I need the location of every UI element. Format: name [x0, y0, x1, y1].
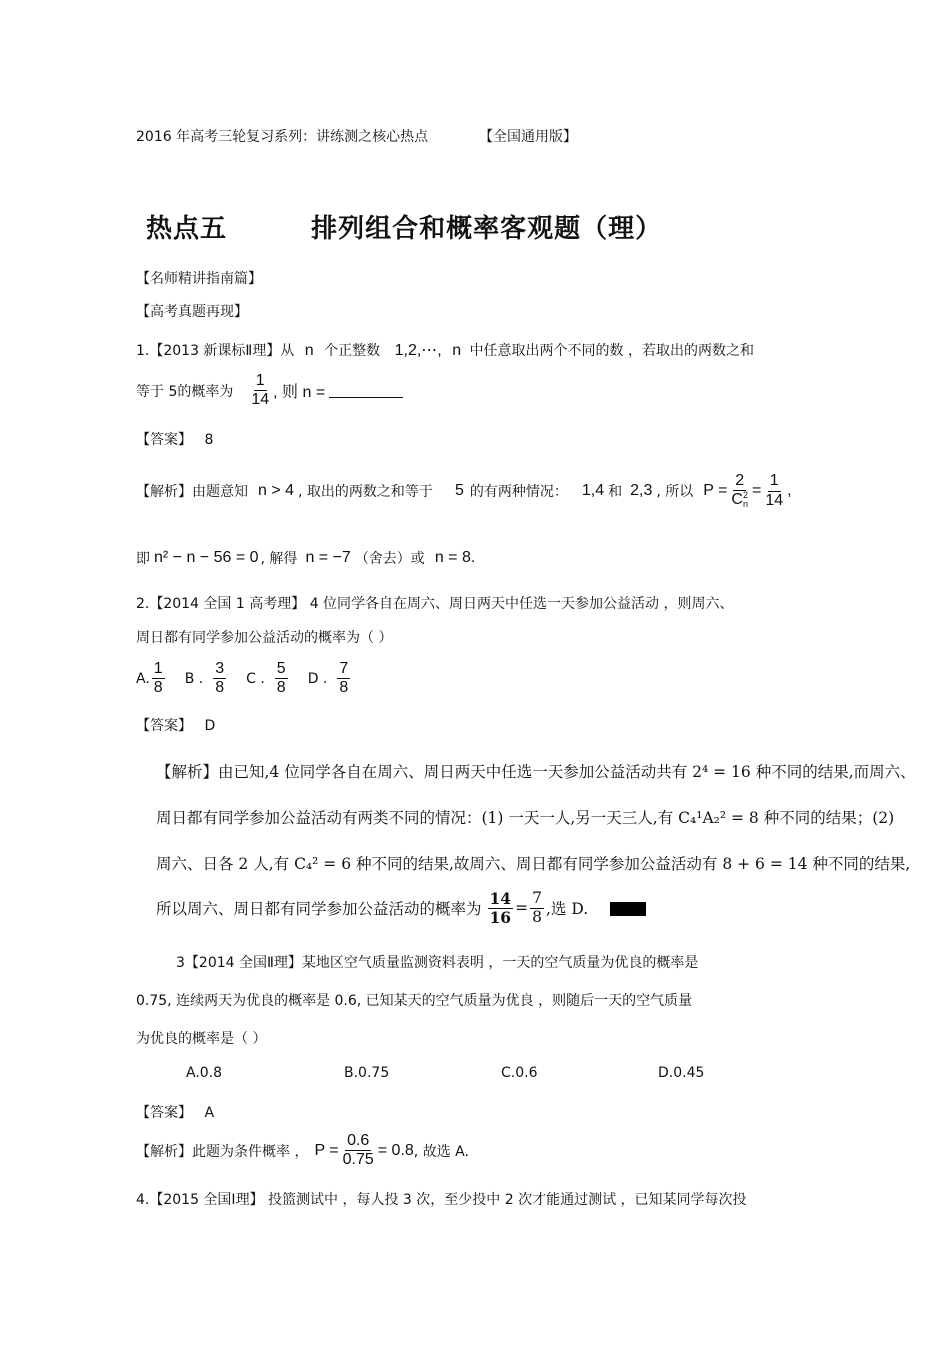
q3-option-d: D.0.45 [658, 1065, 705, 1081]
q2-analysis-line1: 【解析】由已知,4 位同学各自在周六、周日两天中任选一天参加公益活动共有 2⁴ = 16 种不同的结果,而周六、 [156, 763, 916, 781]
q3-analysis: 【解析】此题为条件概率 ， P = $\frac{0.6}{0.75}$ = 0.8 , 故选 A. [136, 1132, 469, 1169]
q2-analysis-line3: 周六、日各 2 人,有 C₄² = 6 种不同的结果,故周六、周日都有同学参加公益活动有 8 + 6 = 14 种不同的结果, [156, 855, 911, 873]
q2-analysis-line4: 所以周六、周日都有同学参加公益活动的概率为 $\frac{14}{16}$ = $\frac{7}{8}$ ,选 D. [156, 889, 589, 927]
q1-analysis-line1: 【解析】由题意知 n > 4 , 取出的两数之和等于 5 的有两种情况： 1,4 和 2,3 , 所以 P = 2 C 2 n = $\frac{1}{14}$ , [136, 472, 792, 510]
section-guide: 【名师精讲指南篇】 [136, 271, 262, 287]
q2-option-a: A. $\frac{1}{8}$ [136, 660, 163, 697]
q3-option-a: A.0.8 [186, 1065, 223, 1081]
q2-option-a-fraction: $\frac{1}{8}$ [153, 660, 163, 697]
q3-option-b: B.0.75 [344, 1065, 390, 1081]
section-real-questions: 【高考真题再现】 [136, 304, 248, 320]
q3-line1: 3【2014 全国Ⅱ理】某地区空气质量监测资料表明 ，一天的空气质量为优良的概率是 [176, 955, 699, 971]
series-title: 2016 年高考三轮复习系列：讲练测之核心热点 [136, 129, 429, 145]
title-topic: 排列组合和概率客观题（理） [311, 214, 663, 244]
q1-probability-fraction: $\frac{1}{14}$ [251, 372, 270, 409]
q2-option-c: C . $\frac{5}{8}$ [246, 660, 286, 697]
q2-answer: 【答案】 D [136, 718, 216, 734]
q2-analysis-fraction: $\frac{14}{16}$ [489, 889, 512, 927]
q1-line1: 1.【2013 新课标Ⅱ理】从 n 个正整数 1,2,⋯, n 中任意取出两个不同的数 ，若取出的两数之和 [136, 342, 754, 359]
document-header [136, 126, 577, 146]
q4-line1: 4.【2015 全国Ⅰ理】 投篮测试中 ，每人投 3 次，至少投中 2 次才能通过测试 ，已知某同学每次投 [136, 1192, 747, 1208]
title-part: 热点五 [146, 214, 228, 244]
q1-line2: 等于 5的概率为 $\frac{1}{14}$ , 则 n = [136, 372, 403, 410]
q2-option-d-fraction: $\frac{7}{8}$ [339, 660, 349, 697]
q3-line3: 为优良的概率是（ ） [136, 1031, 267, 1047]
q1-analysis-fraction: 2 C 2 n [731, 472, 748, 510]
q3-answer: 【答案】 A [136, 1105, 215, 1121]
q2-analysis-line2: 周日都有同学参加公益活动有两类不同的情况：(1) 一天一人,另一天三人,有 C₄¹A₂² = 8 种不同的结果；(2) [156, 809, 895, 827]
end-of-proof-mark [610, 902, 646, 916]
q2-analysis-fraction-2: $\frac{7}{8}$ [532, 889, 542, 926]
edition-label: 【全国通用版】 [478, 129, 577, 145]
q2-options [136, 660, 352, 698]
q1-analysis-fraction-2: $\frac{1}{14}$ [765, 472, 784, 509]
q2-option-c-fraction: $\frac{5}{8}$ [276, 660, 286, 697]
q2-option-b: B . $\frac{3}{8}$ [184, 660, 225, 697]
q3-analysis-fraction: $\frac{0.6}{0.75}$ [342, 1132, 374, 1169]
q3-line2: 0.75, 连续两天为优良的概率是 0.6, 已知某天的空气质量为优良 ，则随后一天的空气质量 [136, 993, 693, 1009]
q2-line2: 周日都有同学参加公益活动的概率为（ ） [136, 630, 393, 646]
page-title [146, 208, 662, 245]
q2-option-d: D . $\frac{7}{8}$ [307, 660, 349, 697]
q1-answer: 【答案】 8 [136, 432, 214, 448]
q3-option-c: C.0.6 [501, 1065, 538, 1081]
answer-blank [329, 383, 403, 398]
q2-option-b-fraction: $\frac{3}{8}$ [215, 660, 225, 697]
q2-line1: 2.【2014 全国 1 高考理】 4 位同学各自在周六、周日两天中任选一天参加公益活动 ，则周六、 [136, 596, 734, 612]
q1-analysis-line2: 即 n² − n − 56 = 0 , 解得 n = −7 （舍去）或 n = 8 . [136, 549, 476, 567]
